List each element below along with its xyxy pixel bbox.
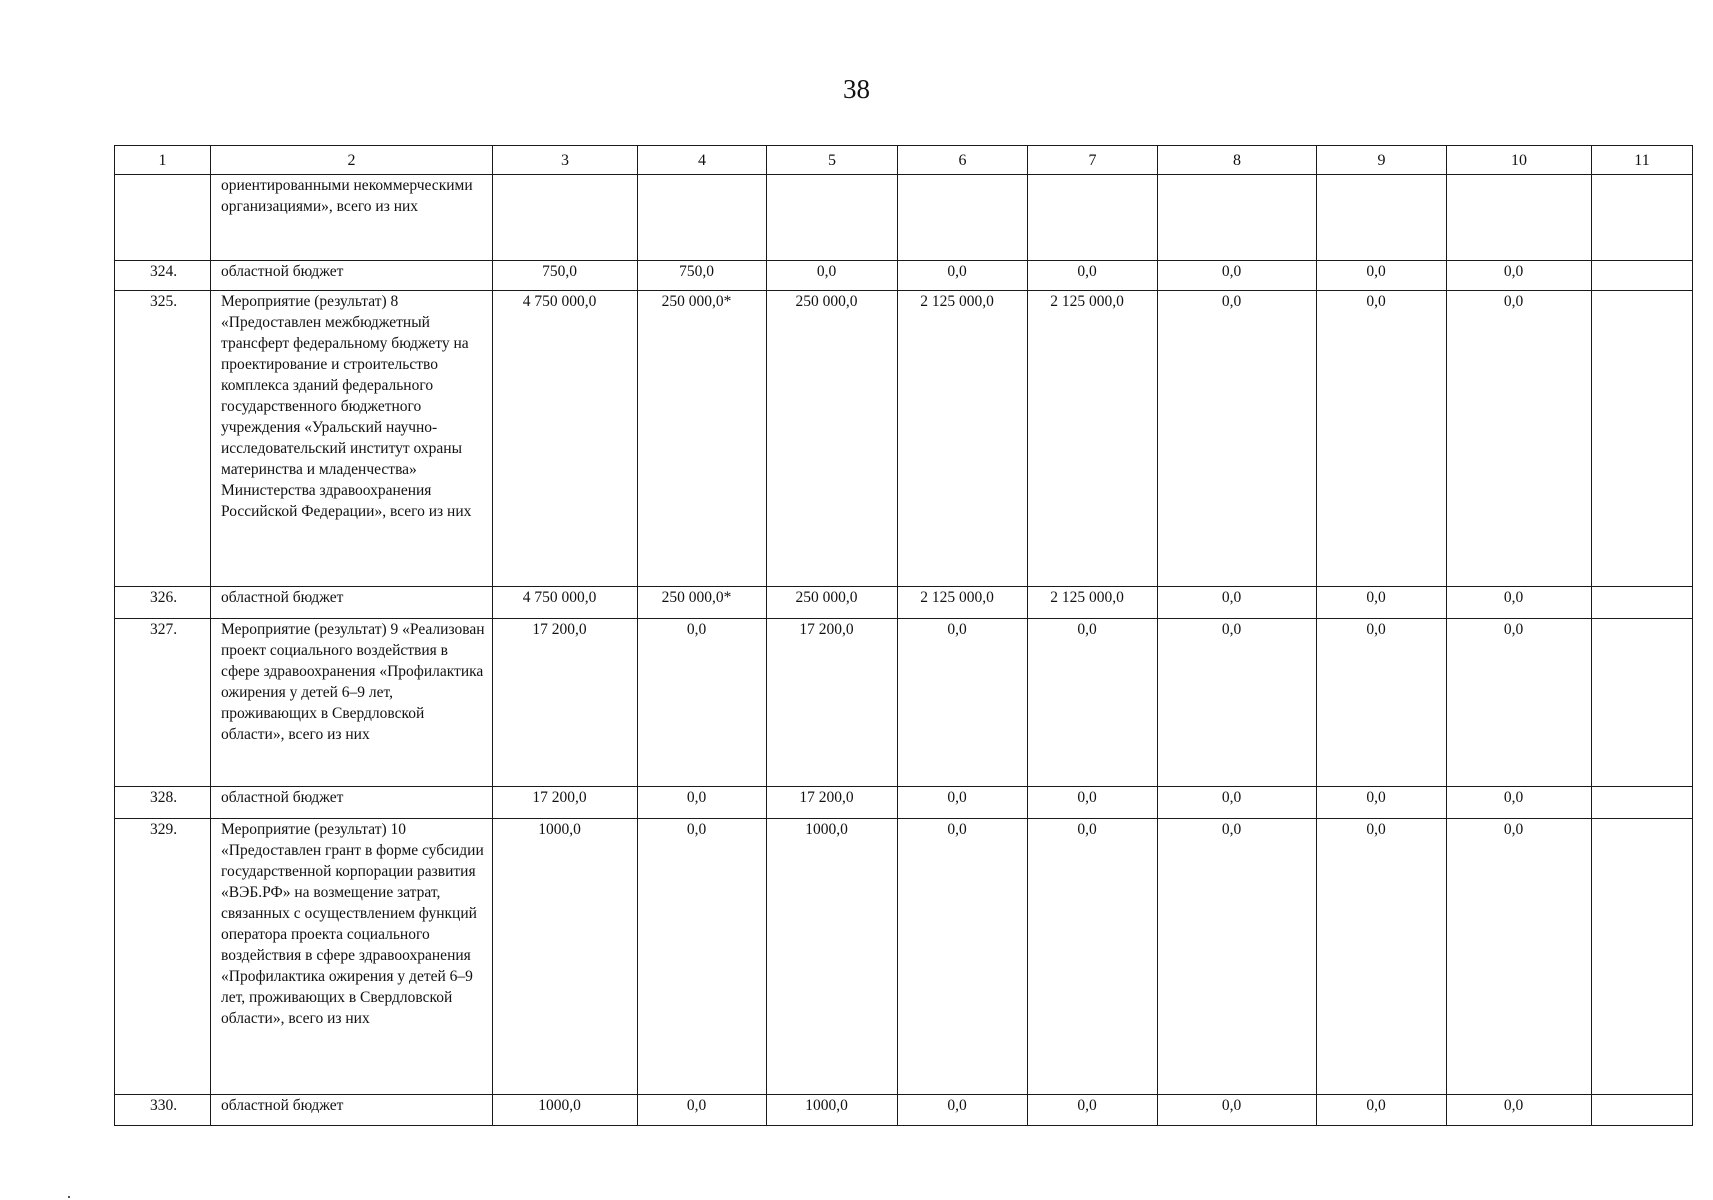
value-cell: 0,0 [1447, 819, 1592, 1095]
value-cell: 0,0 [1447, 291, 1592, 587]
value-cell: 0,0 [1158, 261, 1317, 291]
value-cell [1447, 175, 1592, 261]
value-cell: 750,0 [638, 261, 767, 291]
value-cell: 250 000,0* [638, 587, 767, 619]
value-cell: 0,0 [1158, 619, 1317, 787]
value-cell: 0,0 [638, 619, 767, 787]
value-cell: 0,0 [638, 1095, 767, 1126]
column-header: 1 [115, 146, 211, 175]
scan-speck [68, 1196, 70, 1198]
row-number: 326. [115, 587, 211, 619]
value-cell [1592, 175, 1693, 261]
row-number: 330. [115, 1095, 211, 1126]
row-description: областной бюджет [211, 787, 493, 819]
value-cell: 0,0 [767, 261, 898, 291]
table-row [115, 587, 1693, 619]
value-cell: 0,0 [1028, 787, 1158, 819]
value-cell: 0,0 [1158, 787, 1317, 819]
column-header: 6 [898, 146, 1028, 175]
column-header: 9 [1317, 146, 1447, 175]
value-cell: 1000,0 [767, 819, 898, 1095]
value-cell: 0,0 [1028, 619, 1158, 787]
header-row [115, 146, 1693, 175]
value-cell: 2 125 000,0 [1028, 587, 1158, 619]
value-cell: 250 000,0 [767, 291, 898, 587]
row-description: областной бюджет [211, 261, 493, 291]
value-cell: 0,0 [898, 261, 1028, 291]
row-number: 329. [115, 819, 211, 1095]
column-header: 10 [1447, 146, 1592, 175]
table-row [115, 787, 1693, 819]
table-row [115, 175, 1693, 261]
row-description: областной бюджет [211, 587, 493, 619]
value-cell [1592, 261, 1693, 291]
row-number: 325. [115, 291, 211, 587]
table-body [115, 146, 1693, 1126]
value-cell: 0,0 [1317, 819, 1447, 1095]
value-cell: 0,0 [1447, 261, 1592, 291]
value-cell [898, 175, 1028, 261]
row-description: ориентированными некоммерческими организациями», всего из них [211, 175, 493, 261]
table-row [115, 261, 1693, 291]
value-cell: 0,0 [1447, 619, 1592, 787]
value-cell: 2 125 000,0 [1028, 291, 1158, 587]
row-description: областной бюджет [211, 1095, 493, 1126]
row-number [115, 175, 211, 261]
column-header: 2 [211, 146, 493, 175]
value-cell: 17 200,0 [493, 619, 638, 787]
value-cell [1592, 291, 1693, 587]
column-header: 8 [1158, 146, 1317, 175]
value-cell: 1000,0 [767, 1095, 898, 1126]
value-cell: 1000,0 [493, 1095, 638, 1126]
row-description: Мероприятие (результат) 8 «Предоставлен межбюджетный трансферт федеральному бюджету на проектирование и строительство комплекса зданий федерального государственного бюджетного учреждения «Уральский научно-исследовательский институт охраны материнства и младенчества» Министерства здравоохранения Российской Федерации», всего из них [211, 291, 493, 587]
row-description: Мероприятие (результат) 10 «Предоставлен грант в форме субсидии государственной корпорации развития «ВЭБ.РФ» на возмещение затрат, связанных с осуществлением функций оператора проекта социального воздействия в сфере здравоохранения «Профилактика ожирения у детей 6–9 лет, проживающих в Свердловской области», всего из них [211, 819, 493, 1095]
column-header: 11 [1592, 146, 1693, 175]
value-cell: 0,0 [898, 787, 1028, 819]
value-cell: 17 200,0 [767, 619, 898, 787]
value-cell [1028, 175, 1158, 261]
table-row [115, 1095, 1693, 1126]
row-number: 328. [115, 787, 211, 819]
value-cell [1158, 175, 1317, 261]
value-cell: 0,0 [1317, 619, 1447, 787]
row-description: Мероприятие (результат) 9 «Реализован проект социального воздействия в сфере здравоохранения «Профилактика ожирения у детей 6–9 лет, проживающих в Свердловской области», всего из них [211, 619, 493, 787]
value-cell: 0,0 [1447, 787, 1592, 819]
value-cell: 2 125 000,0 [898, 587, 1028, 619]
value-cell: 4 750 000,0 [493, 291, 638, 587]
value-cell [638, 175, 767, 261]
value-cell: 0,0 [1317, 261, 1447, 291]
value-cell: 0,0 [1447, 1095, 1592, 1126]
value-cell [1592, 1095, 1693, 1126]
value-cell: 0,0 [1158, 819, 1317, 1095]
value-cell [493, 175, 638, 261]
column-header: 3 [493, 146, 638, 175]
value-cell: 17 200,0 [767, 787, 898, 819]
value-cell: 4 750 000,0 [493, 587, 638, 619]
value-cell: 750,0 [493, 261, 638, 291]
table-row [115, 619, 1693, 787]
value-cell: 1000,0 [493, 819, 638, 1095]
value-cell [1592, 787, 1693, 819]
value-cell: 0,0 [1317, 1095, 1447, 1126]
column-header: 4 [638, 146, 767, 175]
page-number: 38 [843, 74, 870, 104]
value-cell: 0,0 [1158, 587, 1317, 619]
value-cell: 0,0 [1028, 261, 1158, 291]
row-number: 324. [115, 261, 211, 291]
column-header: 5 [767, 146, 898, 175]
value-cell: 0,0 [1447, 587, 1592, 619]
row-number: 327. [115, 619, 211, 787]
value-cell [1592, 619, 1693, 787]
column-header: 7 [1028, 146, 1158, 175]
budget-table [114, 145, 1693, 1126]
value-cell [1592, 819, 1693, 1095]
value-cell: 0,0 [1317, 587, 1447, 619]
value-cell: 0,0 [898, 819, 1028, 1095]
value-cell: 0,0 [1028, 819, 1158, 1095]
value-cell: 2 125 000,0 [898, 291, 1028, 587]
table-row [115, 291, 1693, 587]
table-row [115, 819, 1693, 1095]
value-cell: 17 200,0 [493, 787, 638, 819]
value-cell: 250 000,0* [638, 291, 767, 587]
value-cell [767, 175, 898, 261]
value-cell [1592, 587, 1693, 619]
value-cell [1317, 175, 1447, 261]
value-cell: 0,0 [898, 619, 1028, 787]
value-cell: 250 000,0 [767, 587, 898, 619]
value-cell: 0,0 [638, 787, 767, 819]
value-cell: 0,0 [1028, 1095, 1158, 1126]
value-cell: 0,0 [1158, 1095, 1317, 1126]
value-cell: 0,0 [1158, 291, 1317, 587]
value-cell: 0,0 [898, 1095, 1028, 1126]
value-cell: 0,0 [638, 819, 767, 1095]
value-cell: 0,0 [1317, 787, 1447, 819]
value-cell: 0,0 [1317, 291, 1447, 587]
